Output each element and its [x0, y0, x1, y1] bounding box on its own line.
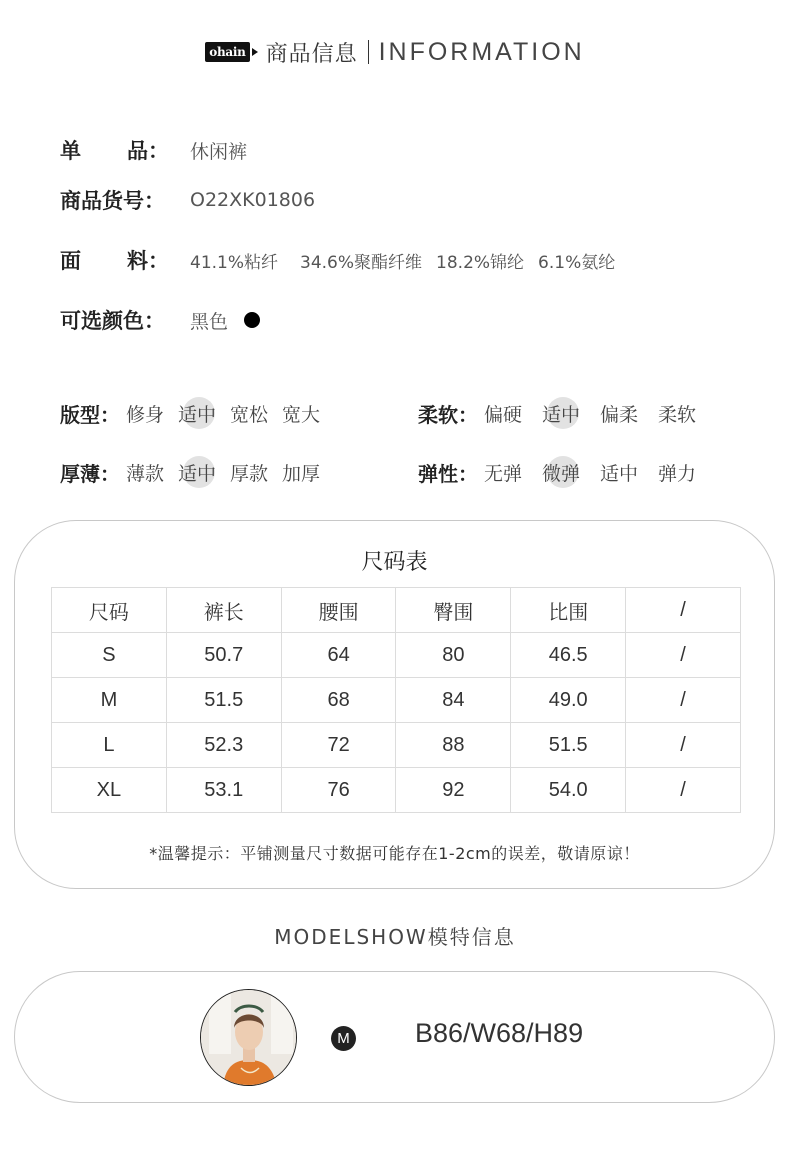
item-label-b: 品：: [127, 139, 169, 163]
table-cell: /: [626, 768, 741, 813]
fabric-value: 18.2%锦纶: [436, 252, 525, 273]
table-cell: 51.5: [166, 678, 281, 723]
header-divider: [368, 40, 369, 64]
attr-elasticity: [418, 455, 696, 489]
size-table-header-cell: 臀围: [396, 588, 511, 633]
attr-thickness-label: 厚薄：: [60, 461, 120, 486]
color-label: 可选颜色：: [60, 309, 165, 333]
table-cell: 88: [396, 723, 511, 768]
size-chart-note: *温馨提示：平铺测量尺寸数据可能存在1-2cm的误差，敬请原谅！: [149, 844, 640, 863]
attr-fit-option-selected[interactable]: 适中: [178, 400, 216, 427]
model-card: [14, 971, 775, 1103]
table-cell: 49.0: [511, 678, 626, 723]
table-cell: 92: [396, 768, 511, 813]
fabric-value: 34.6%聚酯纤维: [300, 252, 423, 273]
header-title-en: INFORMATION: [378, 37, 585, 66]
header-title-cn: 商品信息: [265, 41, 358, 67]
size-chart-card: [14, 520, 775, 889]
table-row: [52, 678, 741, 723]
table-row: [52, 768, 741, 813]
size-table-header-cell: 腰围: [281, 588, 396, 633]
attr-softness-option[interactable]: 偏硬: [484, 403, 523, 426]
table-cell: /: [626, 678, 741, 723]
color-swatch[interactable]: [244, 312, 260, 328]
attr-softness-option[interactable]: 偏柔: [600, 403, 639, 426]
fabric-label: [60, 245, 190, 275]
table-cell: 50.7: [166, 633, 281, 678]
table-cell: 46.5: [511, 633, 626, 678]
table-cell: /: [626, 723, 741, 768]
model-size-badge: M: [331, 1026, 356, 1051]
attr-fit-option[interactable]: 修身: [126, 403, 165, 426]
attr-fit-option[interactable]: 宽松: [230, 403, 269, 426]
logo-arrow-icon: [252, 48, 258, 56]
table-cell: L: [52, 723, 167, 768]
attr-elasticity-option-selected[interactable]: 微弹: [542, 459, 580, 486]
table-cell: 68: [281, 678, 396, 723]
size-table-header-cell: 比围: [511, 588, 626, 633]
size-table-header-cell: 裤长: [166, 588, 281, 633]
section-header: [0, 36, 790, 68]
table-row: [52, 723, 741, 768]
table-cell: 80: [396, 633, 511, 678]
brand-logo: ohain: [205, 42, 249, 62]
size-table: [51, 587, 741, 813]
table-cell: 51.5: [511, 723, 626, 768]
table-cell: /: [626, 633, 741, 678]
table-cell: S: [52, 633, 167, 678]
attr-fit: [60, 396, 320, 430]
color-value: 黑色: [190, 310, 229, 333]
table-cell: 84: [396, 678, 511, 723]
size-table-header-cell: 尺码: [52, 588, 167, 633]
fabric-label-a: 面: [60, 249, 81, 273]
attr-thickness-option[interactable]: 薄款: [126, 462, 165, 485]
size-table-header-cell: /: [626, 588, 741, 633]
code-label: 商品货号：: [60, 189, 165, 213]
table-row: [52, 633, 741, 678]
attr-elasticity-option[interactable]: 弹力: [658, 462, 697, 485]
attr-fit-label: 版型：: [60, 402, 120, 427]
size-chart-title: 尺码表: [361, 550, 428, 575]
attr-softness-label: 柔软：: [418, 402, 478, 427]
table-cell: 76: [281, 768, 396, 813]
item-value: 休闲裤: [190, 140, 248, 163]
attr-softness-option-selected[interactable]: 适中: [542, 400, 580, 427]
item-label: [60, 135, 190, 165]
size-table-header-row: [52, 588, 741, 633]
table-cell: 72: [281, 723, 396, 768]
attr-fit-option[interactable]: 宽大: [282, 403, 321, 426]
info-row-fabric: [60, 246, 629, 274]
info-row-color: [60, 306, 260, 334]
item-label-a: 单: [60, 139, 81, 163]
attr-thickness-option[interactable]: 厚款: [230, 462, 269, 485]
attr-softness-option[interactable]: 柔软: [658, 403, 697, 426]
table-cell: 52.3: [166, 723, 281, 768]
attr-elasticity-option[interactable]: 适中: [600, 462, 639, 485]
attr-thickness-option-selected[interactable]: 适中: [178, 459, 216, 486]
table-cell: 53.1: [166, 768, 281, 813]
attr-thickness: [60, 455, 320, 489]
info-row-item: [60, 136, 247, 164]
model-measurements: B86/W68/H89: [415, 1018, 584, 1048]
attr-softness: [418, 396, 696, 430]
fabric-label-b: 料：: [127, 249, 169, 273]
fabric-value: 6.1%氨纶: [538, 252, 616, 273]
table-cell: 54.0: [511, 768, 626, 813]
fabric-value: 41.1%粘纤: [190, 252, 279, 273]
table-cell: XL: [52, 768, 167, 813]
model-avatar: [200, 989, 297, 1086]
model-section-title: MODELSHOW模特信息: [274, 925, 516, 949]
table-cell: 64: [281, 633, 396, 678]
code-value: O22XK01806: [190, 189, 316, 211]
attr-elasticity-label: 弹性：: [418, 461, 478, 486]
info-row-code: [60, 186, 315, 214]
model-portrait-icon: [201, 990, 297, 1086]
attr-thickness-option[interactable]: 加厚: [282, 462, 321, 485]
attr-elasticity-option[interactable]: 无弹: [484, 462, 523, 485]
table-cell: M: [52, 678, 167, 723]
